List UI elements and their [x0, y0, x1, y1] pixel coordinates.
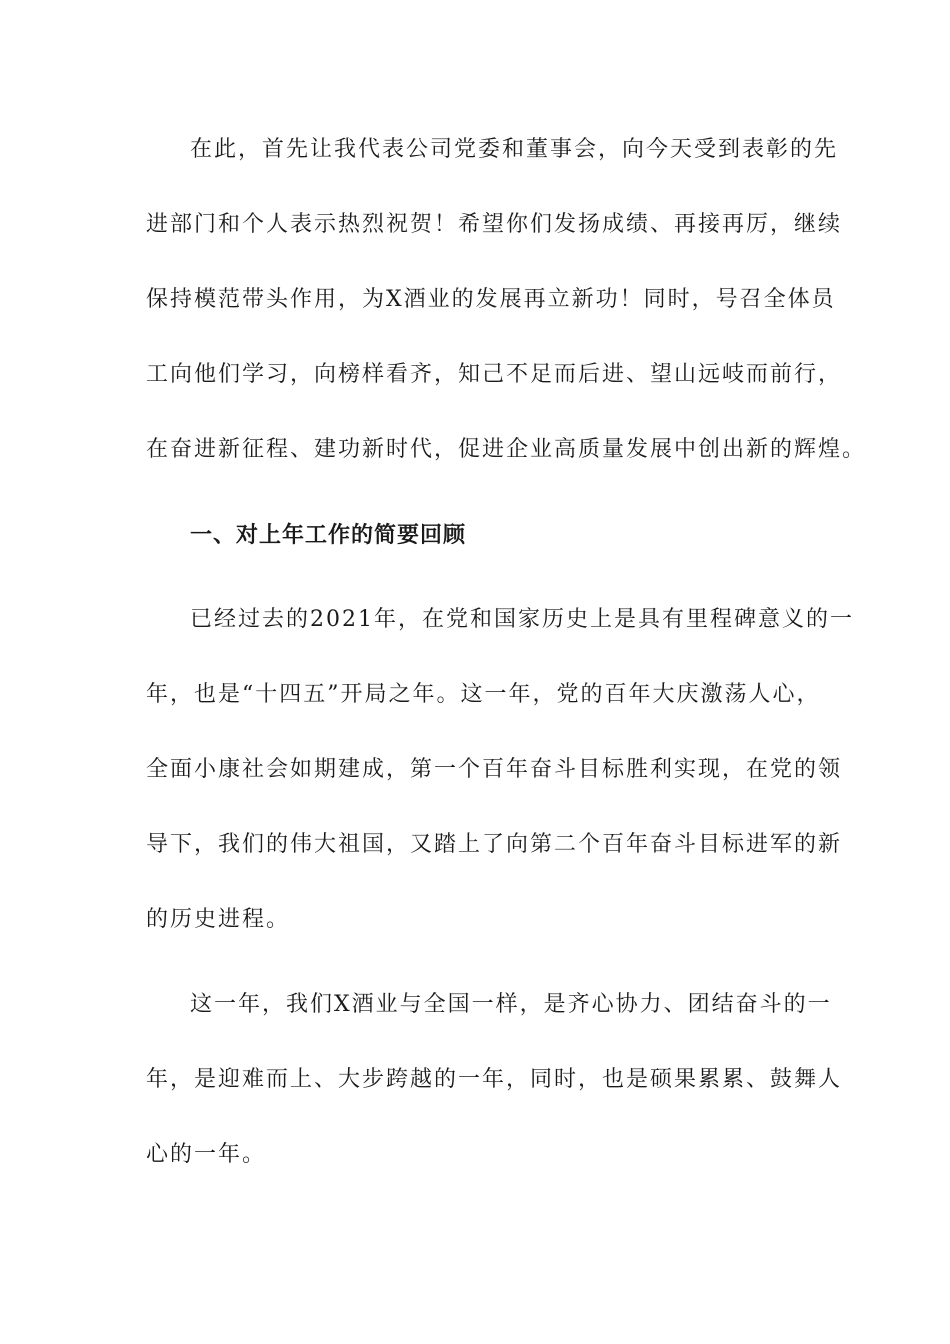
paragraph-2-line-4: 导下，我们的伟大祖国，又踏上了向第二个百年奋斗目标进军的新 — [146, 832, 843, 857]
paragraph-1-line-3: 保持模范带头作用，为X酒业的发展再立新功！同时，号召全体员 — [146, 287, 836, 312]
paragraph-3-line-1: 这一年，我们X酒业与全国一样，是齐心协力、团结奋斗的一 — [190, 992, 832, 1017]
paragraph-2-line-2: 年，也是“十四五”开局之年。这一年，党的百年大庆激荡人心， — [146, 682, 821, 707]
paragraph-1-line-2: 进部门和个人表示热烈祝贺！希望你们发扬成绩、再接再厉，继续 — [146, 212, 843, 237]
paragraph-3-line-2: 年，是迎难而上、大步跨越的一年，同时，也是硕果累累、鼓舞人 — [146, 1067, 843, 1092]
paragraph-1-line-1: 在此，首先让我代表公司党委和董事会，向今天受到表彰的先 — [190, 137, 839, 162]
paragraph-2-line-3: 全面小康社会如期建成，第一个百年奋斗目标胜利实现，在党的领 — [146, 757, 843, 782]
paragraph-2-line-1: 已经过去的2021年，在党和国家历史上是具有里程碑意义的一 — [190, 607, 854, 632]
paragraph-2-line-5: 的历史进程。 — [146, 907, 291, 932]
section-heading: 一、对上年工作的简要回顾 — [190, 522, 467, 548]
paragraph-1-line-5: 在奋进新征程、建功新时代，促进企业高质量发展中创出新的辉煌。 — [146, 437, 867, 462]
paragraph-3-line-3: 心的一年。 — [146, 1142, 267, 1167]
paragraph-1-line-4: 工向他们学习，向榜样看齐，知己不足而后进、望山远岐而前行， — [146, 362, 843, 387]
